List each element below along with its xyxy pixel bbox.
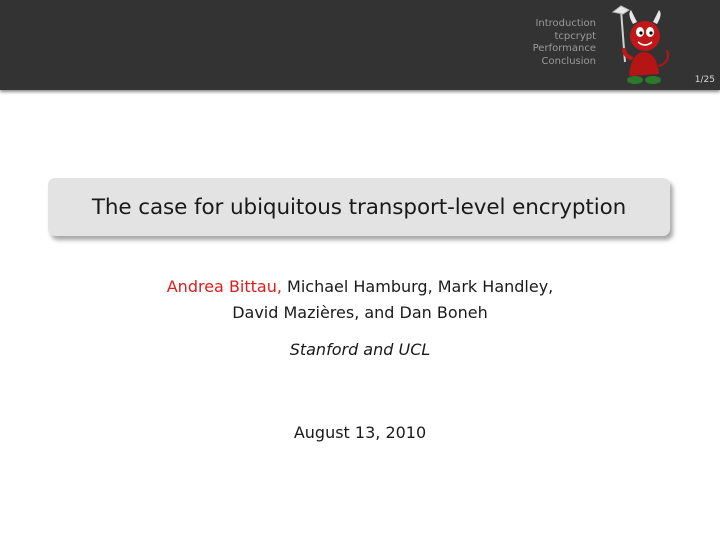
co-authors-line-1: Michael Hamburg, Mark Handley, bbox=[287, 277, 554, 296]
section-navigation bbox=[533, 18, 596, 68]
author-line-1 bbox=[0, 274, 720, 300]
title-box bbox=[48, 178, 670, 236]
presentation-date: August 13, 2010 bbox=[293, 423, 427, 442]
nav-item-conclusion[interactable]: Conclusion bbox=[541, 55, 596, 67]
presenting-author: Andrea Bittau, bbox=[166, 277, 282, 296]
bsd-daemon-icon bbox=[607, 2, 675, 88]
slide-title: The case for ubiquitous transport-level encryption bbox=[91, 194, 627, 220]
author-list bbox=[0, 274, 720, 326]
author-line-2: David Mazières, and Dan Boneh bbox=[232, 303, 488, 322]
nav-item-tcpcrypt[interactable]: tcpcrypt bbox=[554, 30, 596, 42]
page-number: 1/25 bbox=[694, 75, 715, 85]
nav-item-performance[interactable]: Performance bbox=[532, 43, 596, 55]
nav-item-introduction[interactable]: Introduction bbox=[535, 18, 596, 29]
slide-header bbox=[0, 0, 720, 90]
institution: Stanford and UCL bbox=[289, 340, 431, 359]
